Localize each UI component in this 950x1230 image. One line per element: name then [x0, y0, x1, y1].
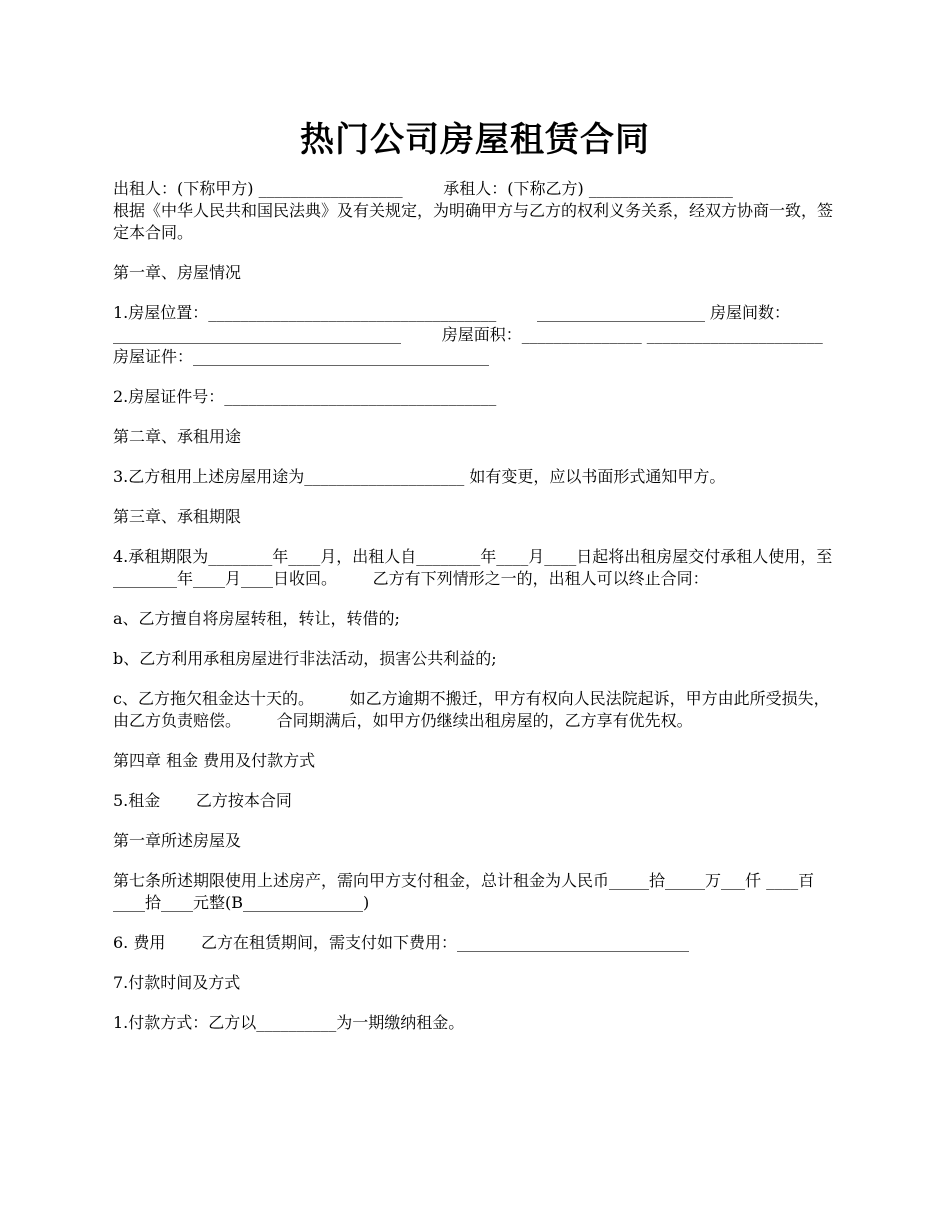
chapter-4-heading: 第四章 租金 费用及付款方式 — [113, 751, 316, 770]
total-rent-paragraph: 第七条所述期限使用上述房产，需向甲方支付租金，总计租金为人民币_____拾_____万___仟 ____百____拾____元整(B_______________) — [113, 871, 815, 912]
chapter-2-heading: 第二章、承租用途 — [113, 427, 242, 446]
clause-5-rent: 5.租金 乙方按本合同 — [113, 791, 292, 810]
payment-method-line: 1.付款方式：乙方以__________为一期缴纳租金。 — [113, 1013, 465, 1032]
parties-line: 出租人：(下称甲方) __________________ 承租人：(下称乙方) __________________ — [113, 179, 733, 198]
item-a: a、乙方擅自将房屋转租，转让，转借的; — [113, 609, 400, 628]
clause-7-payment-heading: 7.付款时间及方式 — [113, 973, 241, 992]
chapter-1-reference: 第一章所述房屋及 — [113, 831, 242, 850]
chapter-1-heading: 第一章、房屋情况 — [113, 263, 242, 282]
item-b: b、乙方利用承租房屋进行非法活动，损害公共利益的; — [113, 649, 497, 668]
clause-2-certificate-number: 2.房屋证件号：__________________________________ — [113, 387, 497, 406]
chapter-3-heading: 第三章、承租期限 — [113, 507, 242, 526]
clause-1-property-info: 1.房屋位置：____________________________________ _____________________ 房屋间数：____________________________________ 房屋面积：_______________ ______________________ 房屋证件：_____________________________________ — [113, 303, 864, 366]
item-c: c、乙方拖欠租金达十天的。 如乙方逾期不搬迁，甲方有权向人民法院起诉，甲方由此所受损失，由乙方负责赔偿。 合同期满后，如甲方仍继续出租房屋的，乙方享有优先权。 — [113, 689, 830, 730]
preamble-paragraph: 根据《中华人民共和国民法典》及有关规定，为明确甲方与乙方的权利义务关系，经双方协商一致，签定本合同。 — [113, 201, 834, 242]
document-title: 热门公司房屋租赁合同 — [300, 120, 650, 160]
clause-3-usage: 3.乙方租用上述房屋用途为____________________ 如有变更，应以书面形式通知甲方。 — [113, 467, 726, 486]
clause-6-fees: 6. 费用 乙方在租赁期间，需支付如下费用：_____________________________ — [113, 933, 689, 952]
document-body — [113, 178, 864, 1052]
clause-4-lease-term: 4.承租期限为________年____月，出租人自________年____月____日起将出租房屋交付承租人使用，至________年____月____日收回。 乙方有下列情形之一的，出租人可以终止合同： — [113, 547, 833, 588]
